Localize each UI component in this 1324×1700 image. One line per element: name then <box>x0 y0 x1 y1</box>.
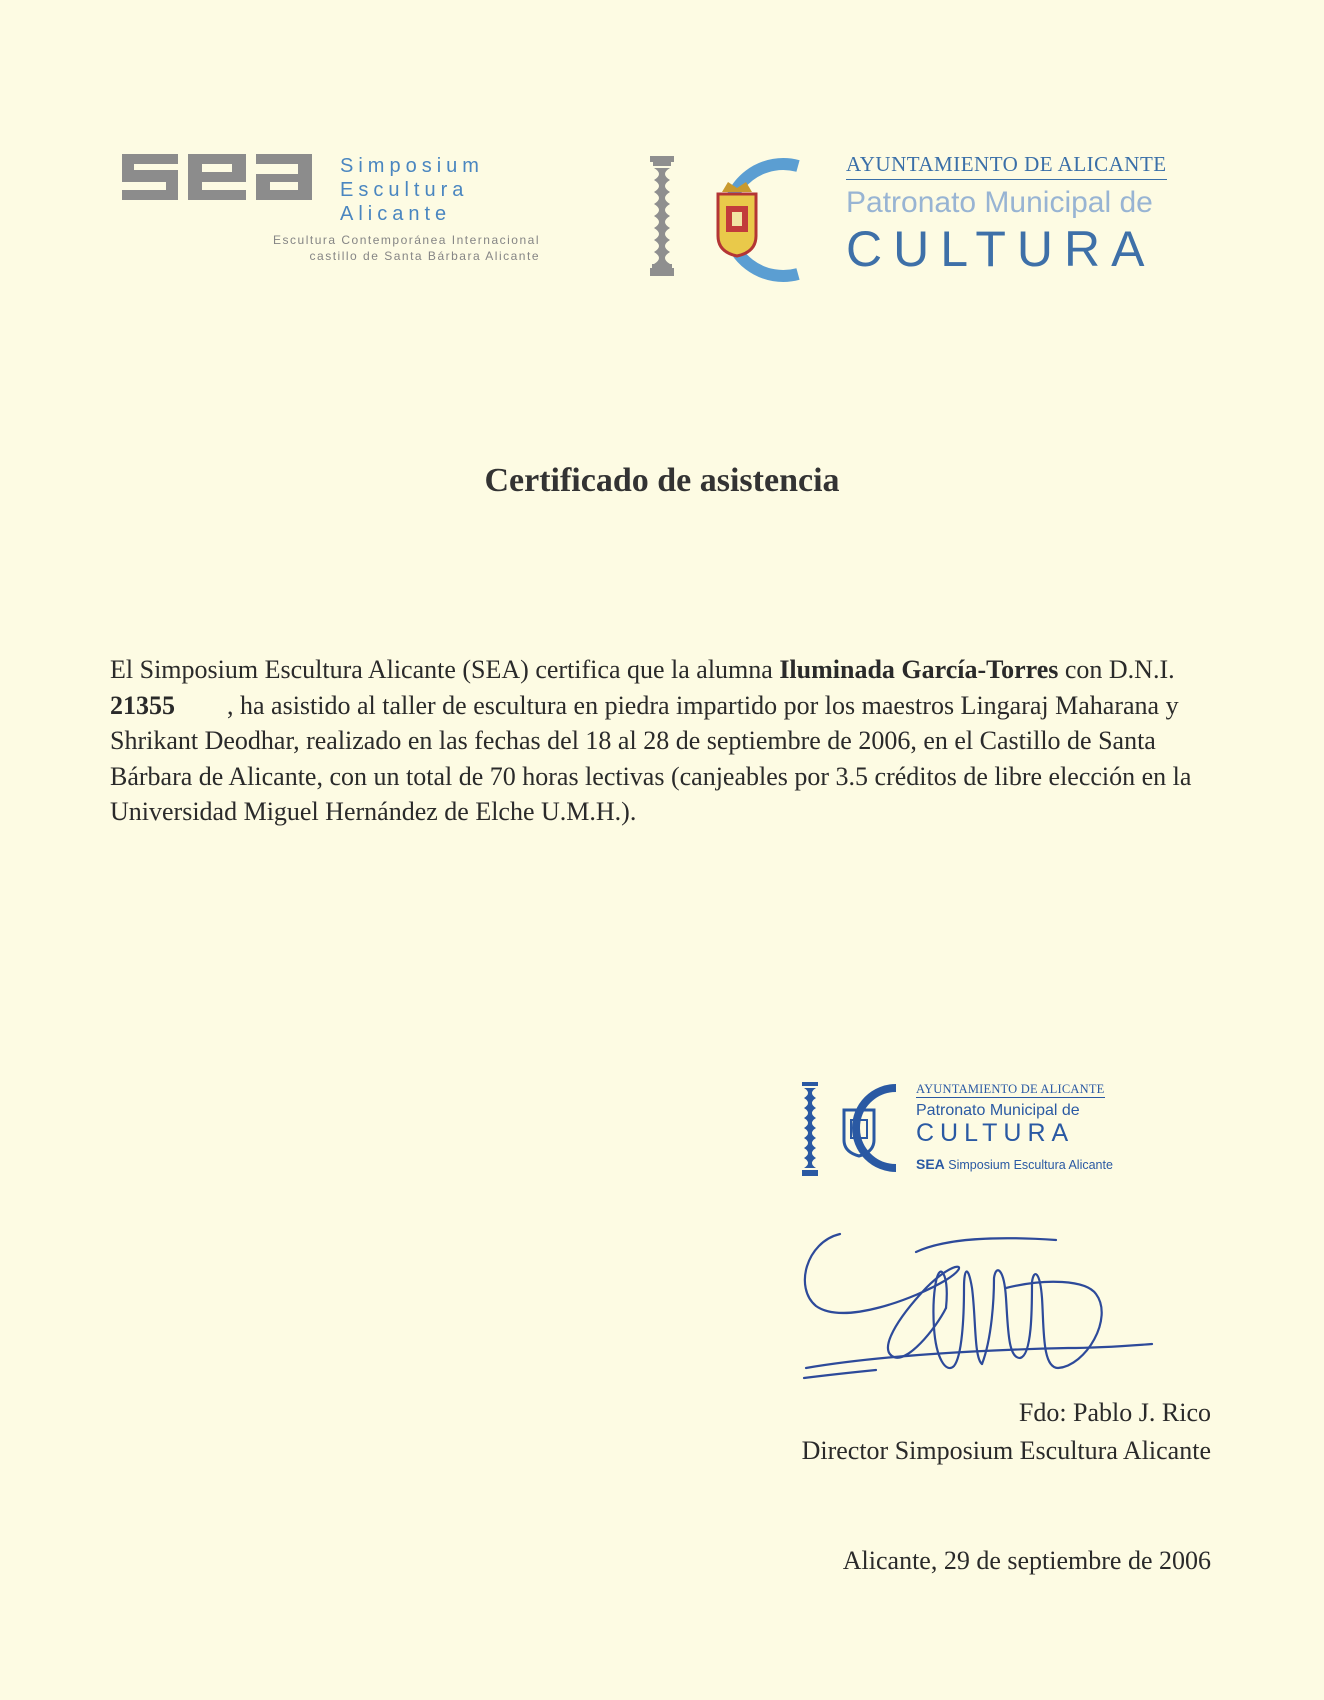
sea-logo-words <box>340 154 484 226</box>
place-and-date: Alicante, 29 de septiembre de 2006 <box>842 1546 1211 1575</box>
patronato-logo-text <box>846 152 1167 277</box>
patronato-label: Patronato Municipal de <box>846 186 1153 219</box>
sea-logo <box>118 148 548 278</box>
stamp-column-icon <box>800 1080 910 1186</box>
signed-by: Fdo: Pablo J. Rico <box>1018 1398 1211 1427</box>
sea-word-1: Simposium <box>340 155 484 177</box>
stamp-sea-rest: Simposium Escultura Alicante <box>948 1158 1113 1172</box>
signature <box>796 1228 1166 1398</box>
cultura-label: CULTURA <box>846 221 1156 277</box>
stamp-text <box>916 1080 1113 1172</box>
signer-role: Director Simposium Escultura Alicante <box>801 1436 1211 1465</box>
column-and-crest-icon <box>648 152 838 288</box>
sea-logo-mark <box>118 148 328 208</box>
stamp-sea-bold: SEA <box>916 1156 945 1172</box>
body-text-2: con D.N.I. <box>1058 655 1175 684</box>
stamp-ayuntamiento: AYUNTAMIENTO DE ALICANTE <box>916 1082 1105 1096</box>
stamp-cultura: CULTURA <box>916 1119 1075 1147</box>
stamp-patronato: Patronato Municipal de <box>916 1102 1080 1119</box>
body-text-3: , ha asistido al taller de escultura en piedra impartido por los maestros Lingaraj Maharana y Shrikant Deodhar, realizado en las fechas del 18 al 28 de septiembre de 2006, en el Castillo de Santa Bárbara de Alicante, con un total de 70 horas lectivas (canjeables por 3.5 créditos de libre elección en la Universidad Miguel Hernández de Elche U.M.H.). <box>110 690 1192 826</box>
body-text-1: El Simposium Escultura Alicante (SEA) certifica que la alumna <box>110 655 780 684</box>
sea-sub-1: Escultura Contemporánea Internacional <box>273 233 540 247</box>
ayuntamiento-label: AYUNTAMIENTO DE ALICANTE <box>846 152 1167 180</box>
sea-logo-subtitle <box>273 232 540 264</box>
patronato-logo <box>648 152 1208 288</box>
certificate-body <box>110 652 1214 830</box>
certificate-title: Certificado de asistencia <box>484 462 840 499</box>
institution-stamp <box>800 1080 1120 1186</box>
sea-word-3: Alicante <box>340 203 452 225</box>
stamp-sea-line <box>916 1156 1113 1172</box>
sea-sub-2: castillo de Santa Bárbara Alicante <box>309 249 540 263</box>
student-name: Iluminada García-Torres <box>779 655 1059 684</box>
sea-word-2: Escultura <box>340 179 469 201</box>
dni-number: 21355 <box>110 690 175 720</box>
